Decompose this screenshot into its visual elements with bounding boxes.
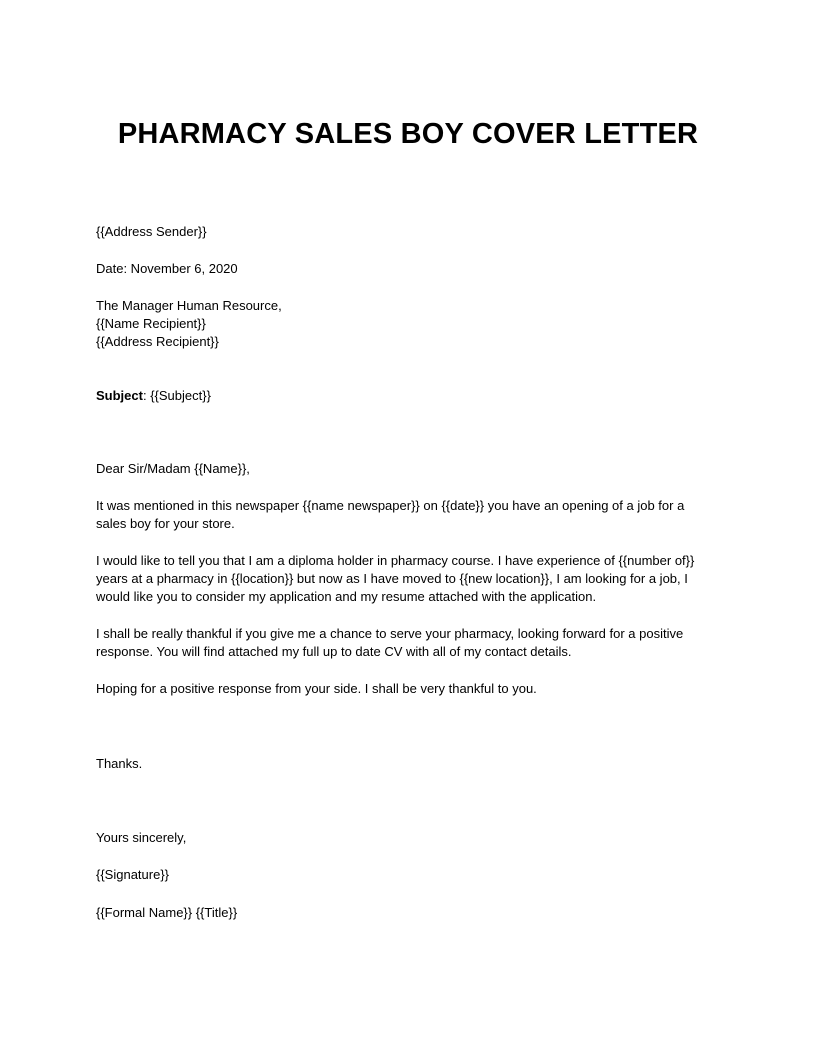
closing-line: Yours sincerely, <box>96 830 187 845</box>
paragraph-2-line-3: would like you to consider my application and my resume attached with the application. <box>96 589 597 604</box>
paragraph-3-line-1: I shall be really thankful if you give me a chance to serve your pharmacy, looking forward for a positive <box>96 626 684 641</box>
recipient-address: {{Address Recipient}} <box>96 334 219 349</box>
document-title: PHARMACY SALES BOY COVER LETTER <box>117 118 699 150</box>
letter-date: Date: November 6, 2020 <box>96 261 238 276</box>
salutation: Dear Sir/Madam {{Name}}, <box>96 461 250 476</box>
sender-address: {{Address Sender}} <box>96 224 207 239</box>
recipient-line-1: The Manager Human Resource, <box>96 298 282 313</box>
subject-value: : {{Subject}} <box>142 388 211 403</box>
recipient-name: {{Name Recipient}} <box>96 316 206 331</box>
thanks-line: Thanks. <box>96 756 143 771</box>
paragraph-4-line-1: Hoping for a positive response from your side. I shall be very thankful to you. <box>96 681 537 696</box>
paragraph-3-line-2: response. You will find attached my full up to date CV with all of my contact details. <box>96 644 572 659</box>
paragraph-1-line-1: It was mentioned in this newspaper {{name newspaper}} on {{date}} you have an opening of a job for a <box>96 498 685 513</box>
subject-line <box>96 387 211 405</box>
signature-placeholder: {{Signature}} <box>96 867 170 882</box>
formal-name-title: {{Formal Name}} {{Title}} <box>96 905 238 920</box>
subject-label: Subject <box>96 388 143 403</box>
paragraph-1-line-2: sales boy for your store. <box>96 516 235 531</box>
paragraph-2-line-1: I would like to tell you that I am a diploma holder in pharmacy course. I have experience of {{number of}} <box>96 553 695 568</box>
paragraph-2-line-2: years at a pharmacy in {{location}} but now as I have moved to {{new location}}, I am looking for a job, I <box>96 571 688 586</box>
